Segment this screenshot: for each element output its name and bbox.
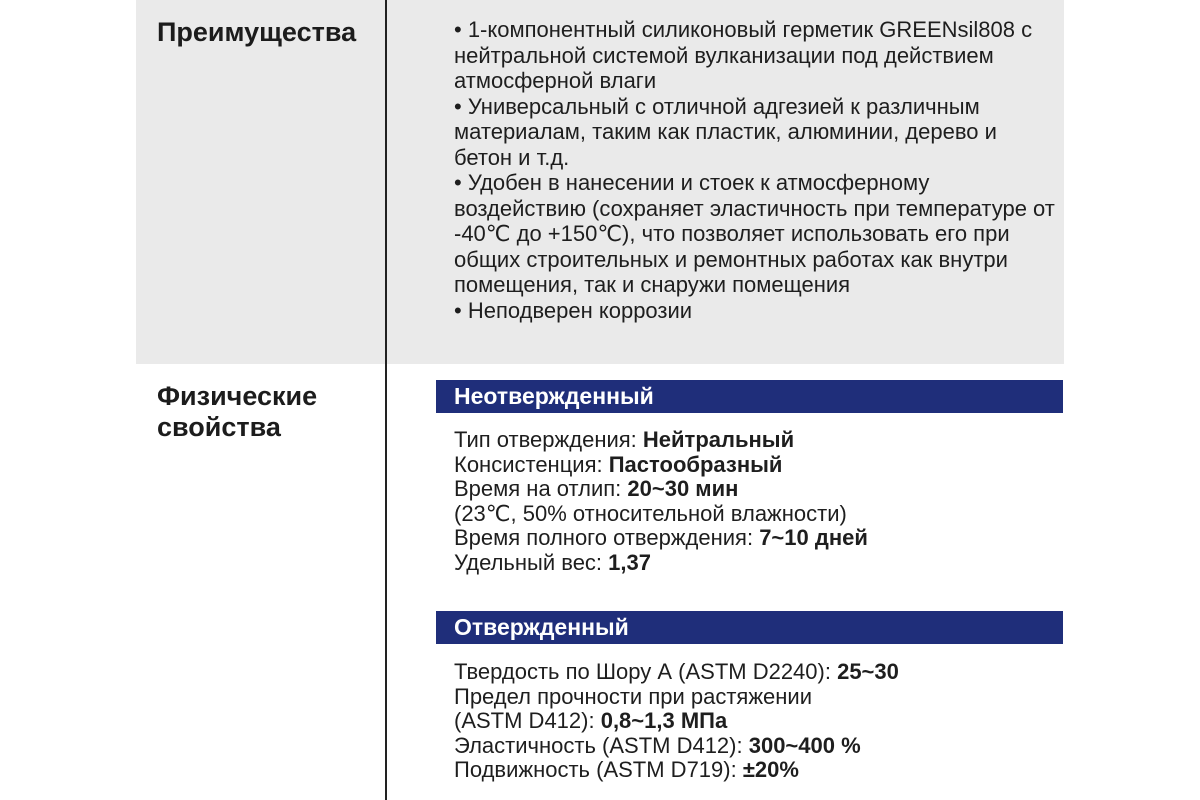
property-row xyxy=(454,428,868,453)
property-label: Предел прочности при растяжении xyxy=(454,683,813,709)
property-value: Пастообразный xyxy=(608,451,783,477)
property-row xyxy=(454,734,899,759)
property-value: Нейтральный xyxy=(642,427,795,452)
property-row xyxy=(454,660,899,685)
property-value: ±20% xyxy=(742,757,799,782)
advantage-item: • Универсальный с отличной адгезией к различным материалам, таким как пластик, алюминии, дерево и бетон и т.д. xyxy=(454,93,997,170)
property-row xyxy=(454,551,868,576)
property-label: Подвижность (ASTM D719): xyxy=(454,757,743,782)
property-row xyxy=(454,502,868,527)
cured-heading: Отвержденный xyxy=(454,614,629,640)
property-row xyxy=(454,709,899,734)
property-value: 25~30 xyxy=(837,659,899,684)
property-label: Удельный вес: xyxy=(454,549,609,575)
property-label: (ASTM D412): xyxy=(454,708,601,733)
property-row xyxy=(454,758,899,783)
property-value: 7~10 дней xyxy=(759,525,868,550)
property-label: Консистенция: xyxy=(454,451,609,477)
column-divider xyxy=(385,0,387,800)
property-value: 1,37 xyxy=(608,549,651,575)
property-value: 20~30 мин xyxy=(627,476,739,501)
property-value: 300~400 % xyxy=(748,732,861,758)
property-row xyxy=(454,453,868,478)
property-label: Время полного отверждения: xyxy=(454,525,760,550)
advantages-list xyxy=(454,17,1059,323)
advantage-item: • Неподверен коррозии xyxy=(454,297,693,323)
uncured-heading: Неотвержденный xyxy=(454,383,654,409)
property-label: Твердость по Шору А (ASTM D2240): xyxy=(454,659,838,684)
property-row xyxy=(454,685,899,710)
advantage-item: • Удобен в нанесении и стоек к атмосферному воздействию (сохраняет эластичность при температуре от -40℃ до +150℃), что позволяет использовать его при общих строительных и ремонтных работах как внутри помещения, так и снаружи помещения xyxy=(454,170,1055,297)
uncured-properties xyxy=(454,428,868,575)
advantage-item: • 1-компонентный силиконовый герметик GREENsil808 с нейтральной системой вулканизации под действием атмосферной влаги xyxy=(454,17,1033,93)
uncured-header-bar xyxy=(436,380,1063,413)
cured-header-bar xyxy=(436,611,1063,644)
property-row xyxy=(454,526,868,551)
property-label: Эластичность (ASTM D412): xyxy=(454,732,749,758)
property-label: Тип отверждения: xyxy=(454,427,643,452)
advantages-label: Преимущества xyxy=(157,17,357,47)
physical-properties-label: Физические свойства xyxy=(157,381,318,442)
property-row xyxy=(454,477,868,502)
property-label: (23℃, 50% относительной влажности) xyxy=(454,500,847,526)
cured-properties xyxy=(454,660,899,783)
property-label: Время на отлип: xyxy=(454,476,628,501)
property-value: 0,8~1,3 МПа xyxy=(600,708,728,733)
